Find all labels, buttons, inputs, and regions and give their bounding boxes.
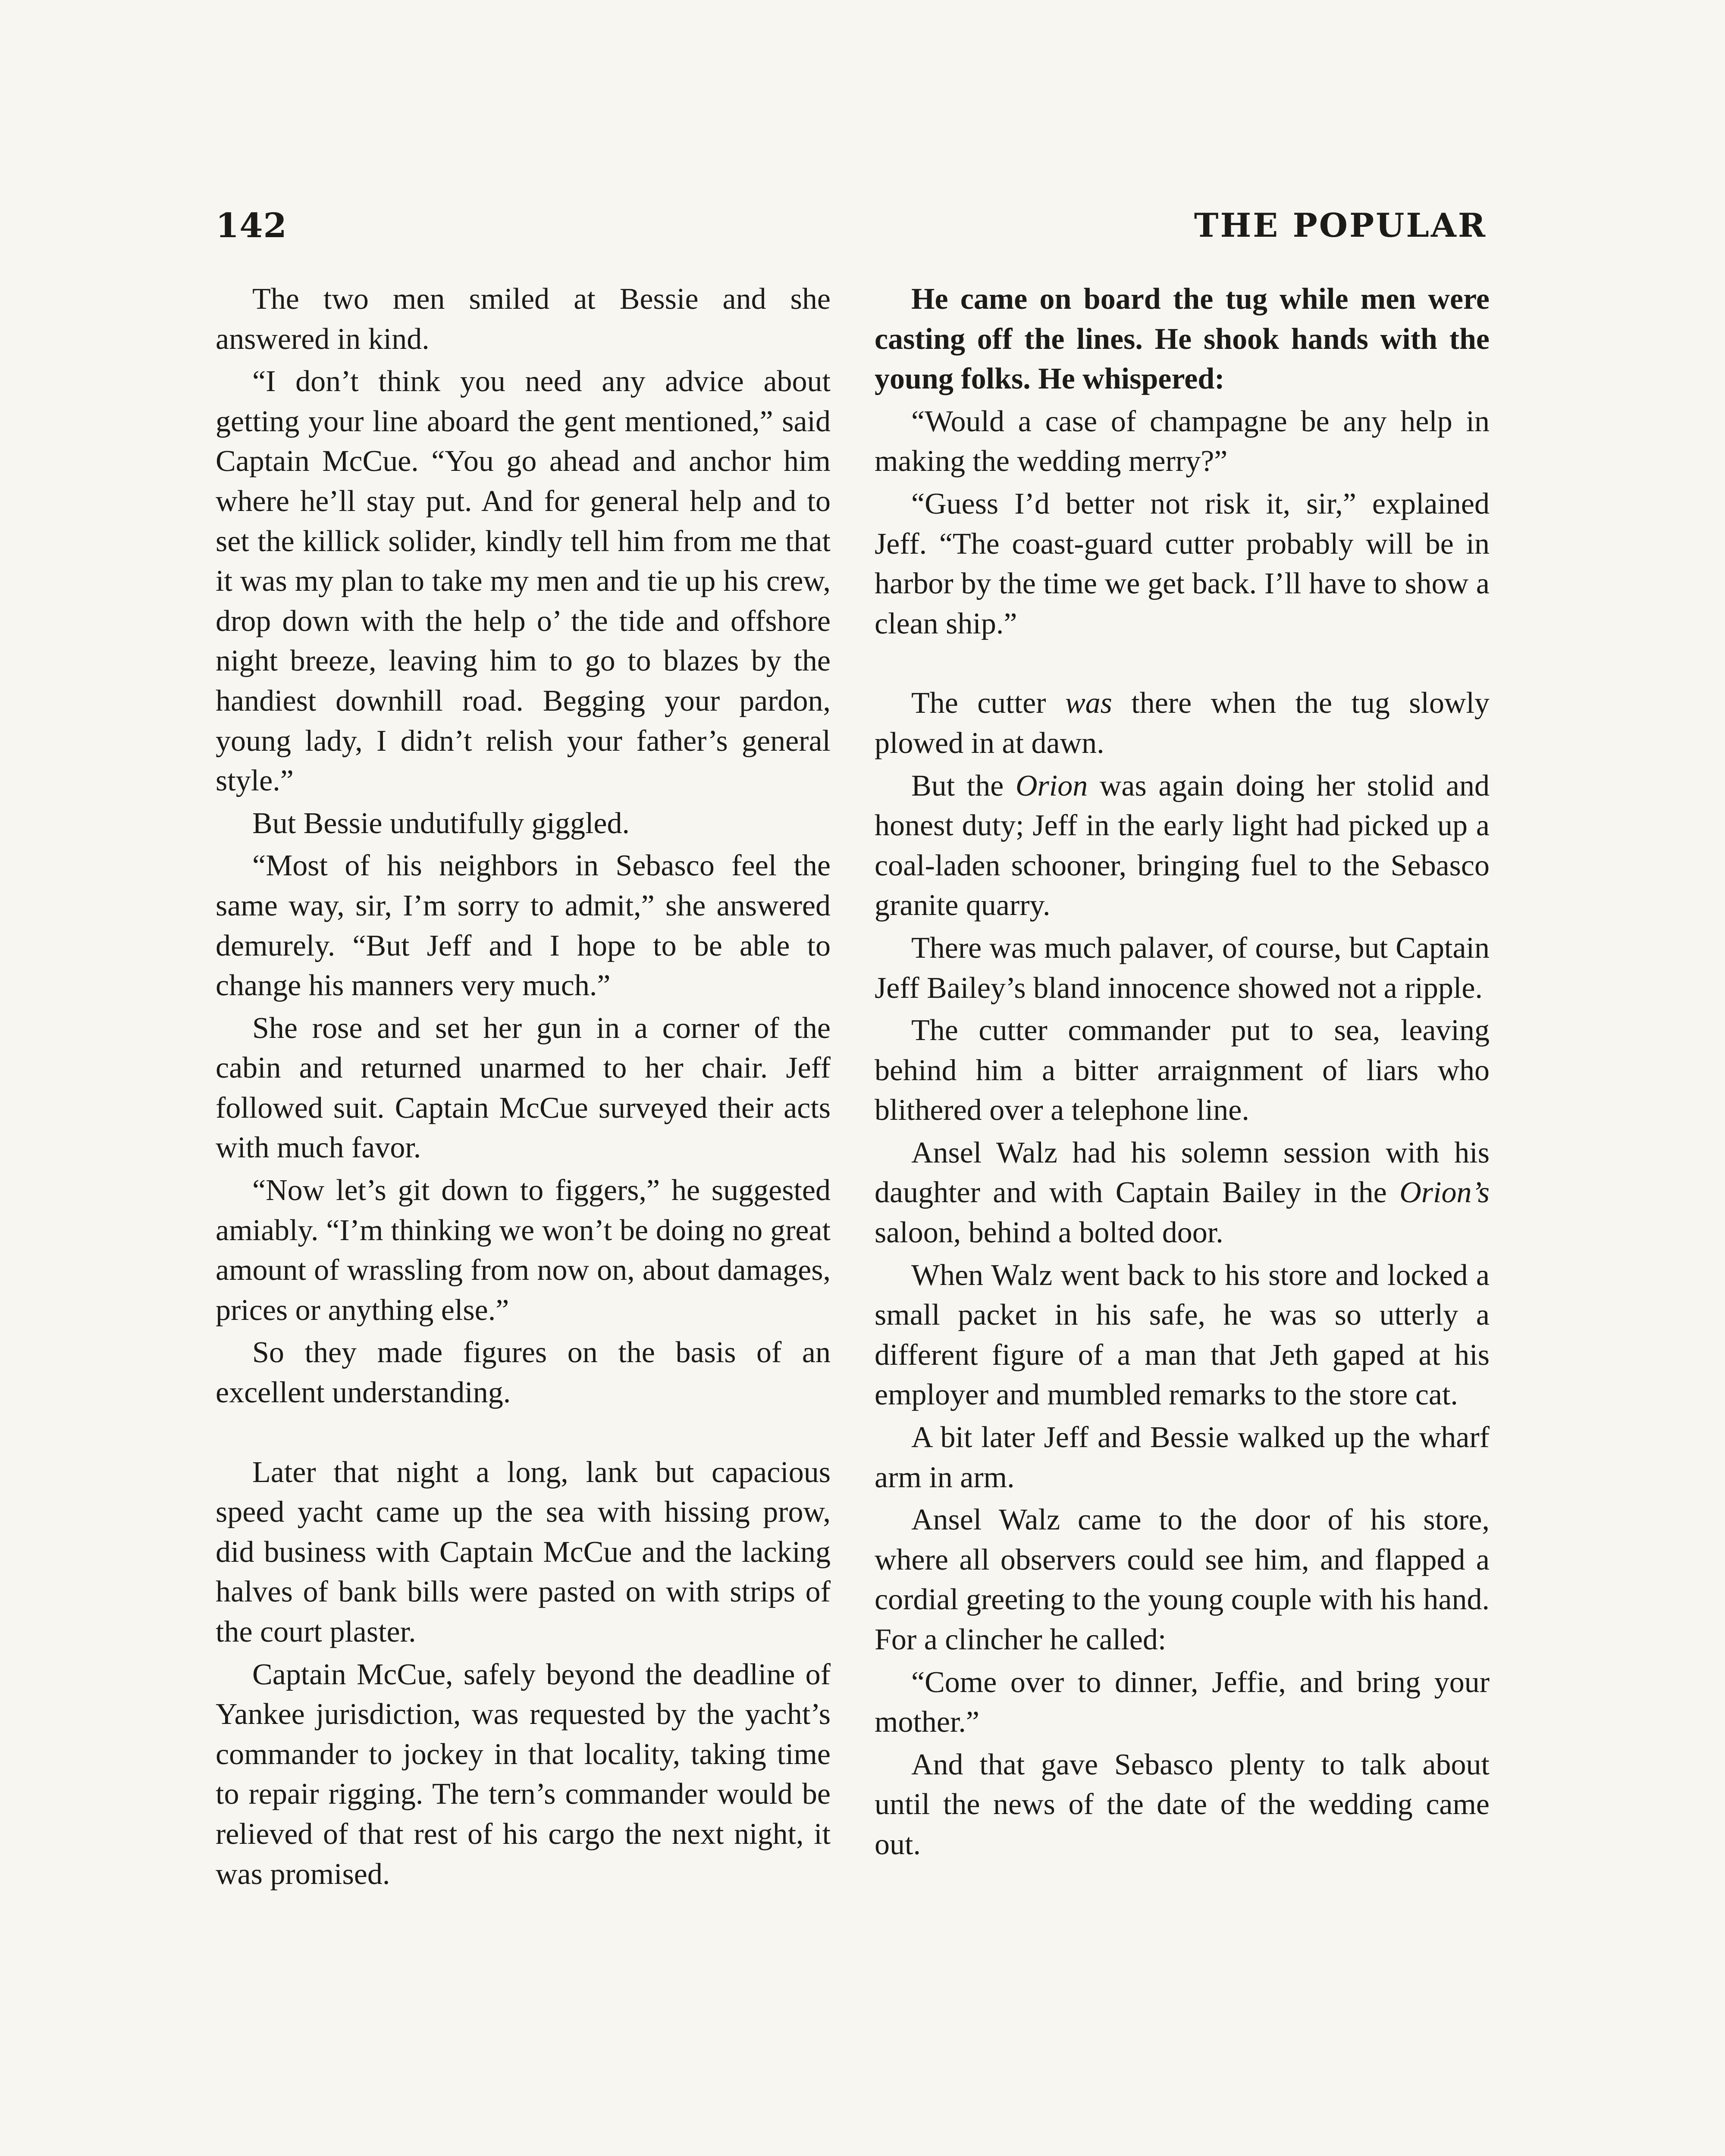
paragraph: “Now let’s git down to figgers,” he suggested amiably. “I’m thinking we won’t be doing no great amount of wrassling from now on, about damages, prices or anything else.”: [216, 1174, 831, 1327]
paragraph: “Guess I’d better not risk it, sir,” explained Jeff. “The coast-guard cutter probably will be in harbor by the time we get back. I’ll have to show a clean ship.”: [875, 487, 1490, 640]
paragraph: “Most of his neighbors in Sebasco feel the same way, sir, I’m sorry to admit,” she answered demurely. “But Jeff and I hope to be able to change his manners very much.”: [216, 849, 831, 1003]
paragraph: The cutter commander put to sea, leaving behind him a bitter arraignment of liars who blithered over a telephone line.: [875, 1014, 1490, 1127]
paragraph: Ansel Walz came to the door of his store, where all observers could see him, and flapped a cordial greeting to the young couple with his hand. For a clincher he called:: [875, 1503, 1490, 1656]
page-number: 142: [216, 206, 287, 245]
text-run: was again doing her stolid and honest duty; Jeff in the early light had picked up a coal-laden schooner, bringing fuel to the Sebasco granite quarry.: [875, 769, 1490, 922]
text-run: Ansel Walz had his solemn session with his daughter and with Captain Bailey in the: [875, 1136, 1490, 1210]
paragraph: She rose and set her gun in a corner of the cabin and returned unarmed to her chair. Jeff followed suit. Captain McCue surveyed their acts with much favor.: [216, 1011, 831, 1165]
ship-name: Orion: [1015, 769, 1088, 802]
paragraph: When Walz went back to his store and locked a small packet in his safe, he was so utterly a different figure of a man that Jeth gaped at his employer and mumbled remarks to the store cat.: [875, 1258, 1490, 1412]
paragraph: Later that night a long, lank but capacious speed yacht came up the sea with hissing prow, did business with Captain McCue and the lacking halves of bank bills were pasted on with strips of the court plaster.: [216, 1455, 831, 1648]
left-column: [216, 279, 831, 1897]
text-run: there when the tug slowly plowed in at dawn.: [875, 686, 1490, 760]
paragraph: And that gave Sebasco plenty to talk about until the news of the date of the wedding came out.: [875, 1748, 1490, 1861]
right-column: [875, 279, 1490, 1868]
running-head: THE POPULAR: [1194, 206, 1487, 244]
paragraph: [875, 766, 1490, 926]
paragraph: [875, 683, 1490, 763]
emphasis: was: [1065, 686, 1112, 720]
paragraph: “Would a case of champagne be any help in making the wedding merry?”: [875, 404, 1490, 478]
paragraph: Captain McCue, safely beyond the deadline of Yankee jurisdiction, was requested by the yacht’s commander to jockey in that locality, taking time to repair rigging. The tern’s commander would be relieved of that rest of his cargo the next night, it was promised.: [216, 1658, 831, 1891]
paragraph: The two men smiled at Bessie and she answered in kind.: [216, 282, 831, 356]
paragraph: A bit later Jeff and Bessie walked up the wharf arm in arm.: [875, 1421, 1490, 1494]
ship-name: Orion’s: [1399, 1176, 1490, 1210]
paragraph: But Bessie undutifully giggled.: [252, 806, 630, 840]
text-run: saloon, behind a bolted door.: [875, 1216, 1223, 1250]
paragraph: There was much palaver, of course, but Captain Jeff Bailey’s bland innocence showed not a ripple.: [875, 931, 1490, 1005]
paragraph: He came on board the tug while men were casting off the lines. He shook hands with the young folks. He whispered:: [875, 282, 1490, 396]
text-run: But the: [911, 769, 1016, 802]
paragraph: “I don’t think you need any advice about getting your line aboard the gent mentioned,” said Captain McCue. “You go ahead and anchor him where he’ll stay put. And for general help and to set the killick solider, kindly tell him from me that it was my plan to take my men and tie up his crew, drop down with the help o’ the tide and offshore night breeze, leaving him to go to blazes by the handiest downhill road. Begging your pardon, young lady, I didn’t relish your father’s general style.”: [216, 365, 831, 798]
text-run: The cutter: [911, 686, 1065, 720]
paragraph: “Come over to dinner, Jeffie, and bring your mother.”: [875, 1665, 1490, 1739]
paragraph: [875, 1133, 1490, 1253]
paragraph: So they made figures on the basis of an excellent understanding.: [216, 1336, 831, 1410]
